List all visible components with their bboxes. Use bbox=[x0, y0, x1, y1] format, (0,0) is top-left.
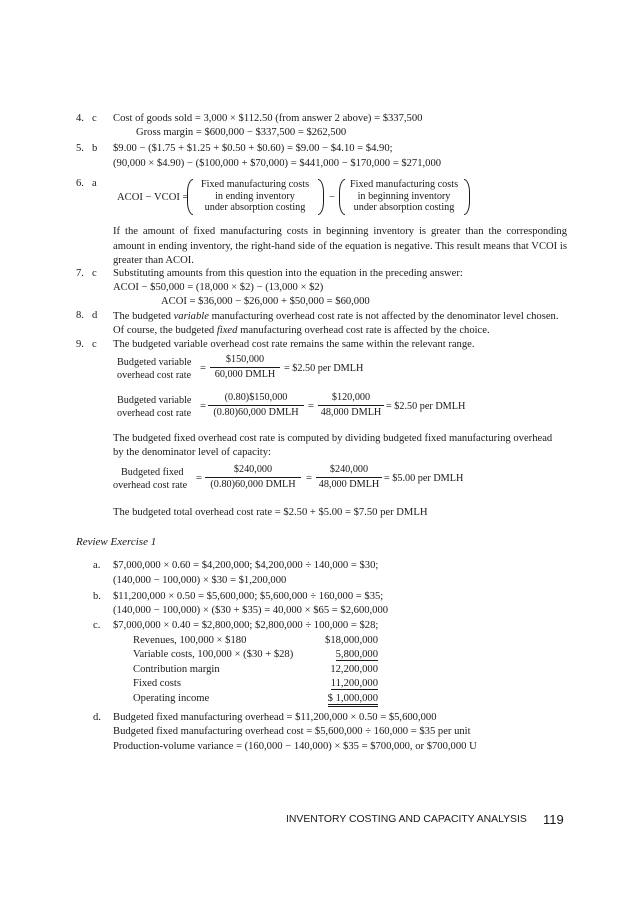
income-row-label: Contribution margin bbox=[133, 664, 220, 675]
q9-eq2-fraction1: (0.80)$150,000 (0.80)60,000 DMLH bbox=[208, 392, 304, 419]
income-row-value: 5,800,000 bbox=[335, 649, 378, 660]
q9-eq2-equals: = bbox=[200, 401, 206, 412]
q9-eq2-label2: overhead cost rate bbox=[117, 408, 192, 419]
q7-line1: Substituting amounts from this question into the equation in the preceding answer: bbox=[113, 268, 463, 279]
q9-eq3-result: = $5.00 per DMLH bbox=[384, 473, 464, 484]
q5-line1: $9.00 − ($1.75 + $1.25 + $0.50 + $0.60) = $9.00 − $4.10 = $4.90; bbox=[113, 143, 393, 154]
review-a-line2: (140,000 − 100,000) × $30 = $1,200,000 bbox=[113, 575, 287, 586]
q6-box2: Fixed manufacturing costs in beginning inventory under absorption costing bbox=[349, 179, 459, 213]
review-d-line1: Budgeted fixed manufacturing overhead = $11,200,000 × 0.50 = $5,600,000 bbox=[113, 712, 437, 723]
review-d-label: d. bbox=[93, 712, 101, 723]
q6-lhs: ACOI − VCOI = bbox=[117, 192, 189, 203]
q5-line2: (90,000 × $4.90) − ($100,000 + $70,000) = $441,000 − $170,000 = $271,000 bbox=[113, 158, 442, 169]
q9-number: 9. bbox=[76, 339, 84, 350]
q9-eq3-label1: Budgeted fixed bbox=[121, 467, 184, 478]
q9-total: The budgeted total overhead cost rate = $2.50 + $5.00 = $7.50 per DMLH bbox=[113, 507, 428, 518]
income-row-value: $18,000,000 bbox=[325, 635, 378, 646]
income-row-label: Revenues, 100,000 × $180 bbox=[133, 635, 247, 646]
q8-paragraph: The budgeted variable manufacturing overhead cost rate is not affected by the denominator level chosen. Of course, the budgeted fixed manufacturing overhead cost rate is affected by the choice. bbox=[113, 311, 559, 336]
q7-line2: ACOI − $50,000 = (18,000 × $2) − (13,000 × $2) bbox=[113, 282, 324, 293]
q6-box1: Fixed manufacturing costs in ending inventory under absorption costing bbox=[200, 179, 310, 213]
income-row-label: Operating income bbox=[133, 693, 210, 704]
q9-answer: c bbox=[92, 339, 97, 350]
income-row-value: 11,200,000 bbox=[330, 678, 378, 689]
review-b-label: b. bbox=[93, 591, 101, 602]
q6-number: 6. bbox=[76, 178, 84, 189]
income-row-label: Fixed costs bbox=[133, 678, 181, 689]
q5-number: 5. bbox=[76, 143, 84, 154]
q9-eq3-fraction2: $240,000 48,000 DMLH bbox=[316, 464, 382, 491]
q6-answer: a bbox=[92, 178, 97, 189]
q9-eq3-label2: overhead cost rate bbox=[113, 480, 188, 491]
q5-answer: b bbox=[92, 143, 98, 154]
q4-line2: Gross margin = $600,000 − $337,500 = $262,500 bbox=[136, 127, 347, 138]
review-d-line2: Budgeted fixed manufacturing overhead cost = $5,600,000 ÷ 160,000 = $35 per unit bbox=[113, 726, 471, 737]
q9-eq2-fraction2: $120,000 48,000 DMLH bbox=[318, 392, 384, 419]
q9-eq3-fraction1: $240,000 (0.80)60,000 DMLH bbox=[205, 464, 301, 491]
running-footer: INVENTORY COSTING AND CAPACITY ANALYSIS bbox=[286, 814, 527, 825]
q7-number: 7. bbox=[76, 268, 84, 279]
review-c-line1: $7,000,000 × 0.40 = $2,800,000; $2,800,000 ÷ 100,000 = $28; bbox=[113, 620, 379, 631]
review-b-line2: (140,000 − 100,000) × ($30 + $35) = 40,000 × $65 = $2,600,000 bbox=[113, 605, 389, 616]
q9-paragraph: The budgeted fixed overhead cost rate is computed by dividing budgeted fixed manufacturing overhead by the denominator level of capacity: bbox=[113, 433, 553, 459]
q9-eq3-equals2: = bbox=[306, 473, 312, 484]
review-a-label: a. bbox=[93, 560, 101, 571]
q6-paragraph: If the amount of fixed manufacturing costs in beginning inventory is greater than the corresponding amount in ending inventory, the right-hand side of the equation is negative. This result means that VCOI is greater than ACOI. bbox=[113, 226, 567, 267]
income-row-label: Variable costs, 100,000 × ($30 + $28) bbox=[133, 649, 294, 660]
q9-eq1-label2: overhead cost rate bbox=[117, 370, 192, 381]
q9-eq1-result: = $2.50 per DMLH bbox=[284, 363, 364, 374]
income-row-value: $ 1,000,000 bbox=[328, 693, 378, 707]
review-b-line1: $11,200,000 × 0.50 = $5,600,000; $5,600,000 ÷ 160,000 = $35; bbox=[113, 591, 384, 602]
income-row-value: 12,200,000 bbox=[330, 664, 378, 675]
review-c-label: c. bbox=[93, 620, 101, 631]
q9-eq2-equals2: = bbox=[308, 401, 314, 412]
q4-answer: c bbox=[92, 113, 97, 124]
q9-eq1-equals: = bbox=[200, 363, 206, 374]
review-a-line1: $7,000,000 × 0.60 = $4,200,000; $4,200,000 ÷ 140,000 = $30; bbox=[113, 560, 379, 571]
q6-minus: − bbox=[329, 192, 335, 203]
q6-paren-right-1 bbox=[318, 179, 324, 215]
q9-line1: The budgeted variable overhead cost rate remains the same within the relevant range. bbox=[113, 339, 475, 350]
q8-number: 8. bbox=[76, 310, 84, 321]
q7-answer: c bbox=[92, 268, 97, 279]
page-number: 119 bbox=[543, 812, 564, 827]
q4-line1: Cost of goods sold = 3,000 × $112.50 (from answer 2 above) = $337,500 bbox=[113, 113, 423, 124]
q9-eq1-fraction: $150,000 60,000 DMLH bbox=[210, 354, 280, 381]
q9-eq2-result: = $2.50 per DMLH bbox=[386, 401, 466, 412]
q9-eq3-equals: = bbox=[196, 473, 202, 484]
q7-line3: ACOI = $36,000 − $26,000 + $50,000 = $60,000 bbox=[161, 296, 370, 307]
q4-number: 4. bbox=[76, 113, 84, 124]
q9-eq2-label1: Budgeted variable bbox=[117, 395, 192, 406]
review-d-line3: Production-volume variance = (160,000 − 140,000) × $35 = $700,000, or $700,000 U bbox=[113, 741, 477, 752]
q9-eq1-label1: Budgeted variable bbox=[117, 357, 192, 368]
q6-paren-right-2 bbox=[464, 179, 470, 215]
review-heading: Review Exercise 1 bbox=[76, 536, 157, 548]
q8-answer: d bbox=[92, 310, 98, 321]
